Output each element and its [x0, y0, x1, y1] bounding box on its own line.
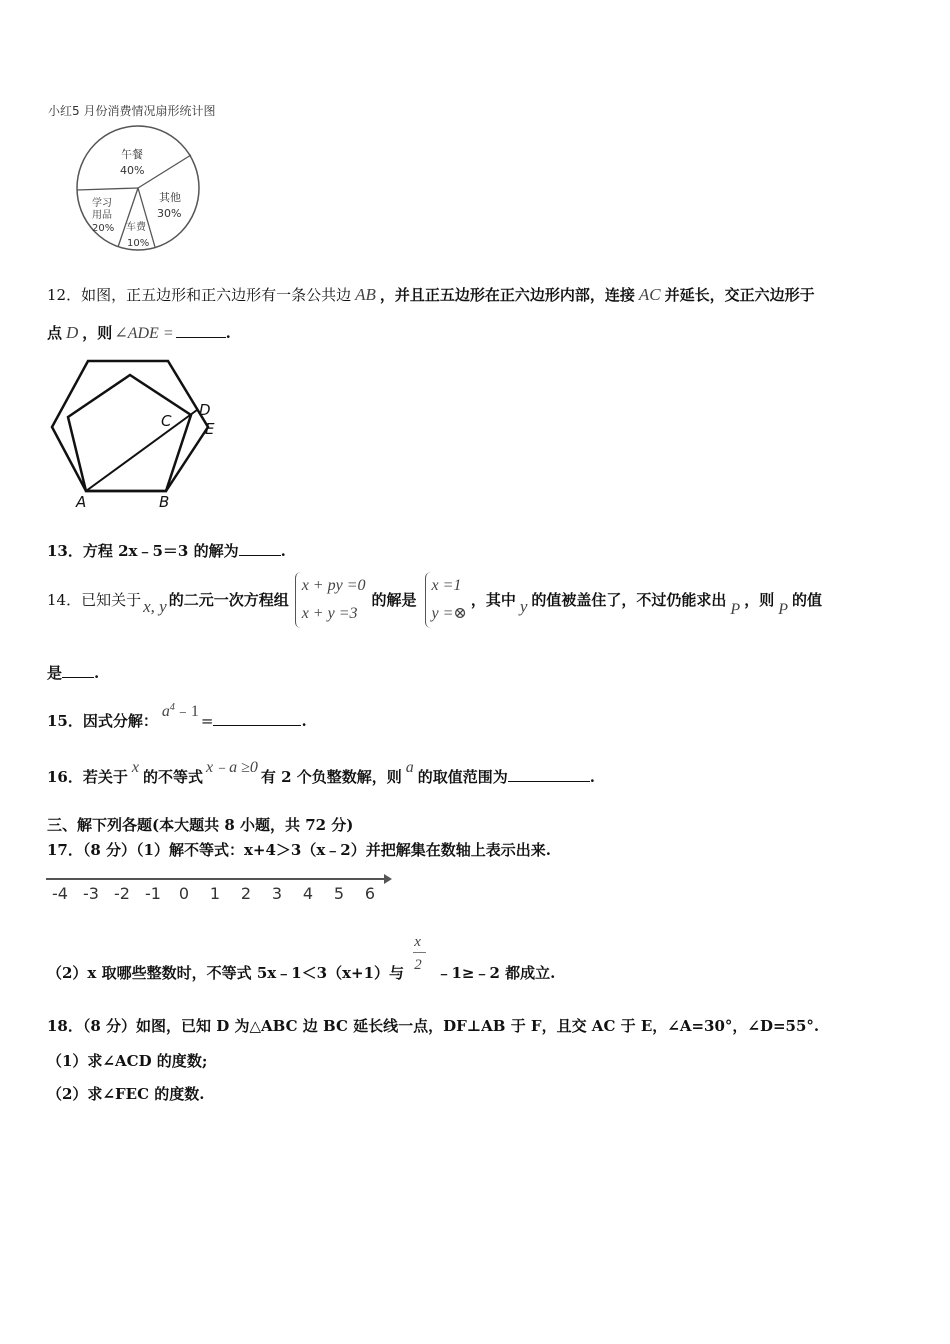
slice-label-study-1: 学习 — [92, 198, 112, 209]
slice-pct-fare: 10% — [127, 238, 150, 249]
q18-line1: 18．（8 分）如图，已知 D 为△ABC 边 BC 延长线一点，DF⊥AB 于 F，且交 AC 于 E，∠A=30°，∠D=55°. — [47, 1017, 820, 1035]
tick-label: 2 — [240, 884, 252, 903]
tick-label: -1 — [145, 884, 161, 903]
tick-label: -4 — [52, 884, 68, 903]
tick-label: 4 — [302, 884, 314, 903]
slice-label-fare: 车费 — [126, 222, 146, 233]
q17-fraction: $\frac{x}{2}$ — [413, 958, 427, 978]
q15-expr: $a^4﹣1$ — [161, 702, 199, 720]
q12-figure — [48, 355, 238, 515]
tick-label: 3 — [271, 884, 283, 903]
q14-system2: x =1 y =⊗ — [425, 572, 467, 628]
label-d: D — [199, 401, 211, 419]
tick-label: 1 — [209, 884, 221, 903]
tick-label: 5 — [333, 884, 345, 903]
q16: 16．若关于x的不等式x﹣a ≥0有 2 个负整数解，则a的取值范围为 . — [47, 759, 596, 786]
hexagon — [52, 361, 208, 491]
q14-line1: 14．已知关于 x, y 的二元一次方程组 x + py =0 x + y =3 的解是 x =1 y =⊗ ，其中 y 的值被盖住了，不过仍能求出 P ，则 P 的值 — [47, 570, 822, 630]
label-e: E — [205, 420, 215, 438]
slice-label-lunch: 午餐 — [121, 148, 143, 161]
pentagon — [68, 375, 191, 491]
slice-pct-other: 30% — [157, 207, 182, 220]
q15: 15．因式分解：$a^4﹣1=$ . — [47, 702, 307, 730]
q14-system1: x + py =0 x + y =3 — [295, 572, 366, 628]
q12-line1: 12．如图，正五边形和正六边形有一条公共边 AB ，并且正五边形在正六边形内部，连接 AC 并延长，交正六边形于 — [47, 285, 815, 304]
q16-answer-blank[interactable] — [508, 767, 590, 782]
q13-answer-blank[interactable] — [239, 541, 281, 556]
q16-ineq: x﹣a ≥0 — [206, 759, 258, 776]
q12-line2: 点 D ，则 ∠ADE = . — [47, 323, 231, 342]
pie-chart-figure — [48, 100, 248, 260]
q12-ab: AB — [355, 285, 376, 304]
slice-pct-lunch: 40% — [120, 164, 145, 177]
pie-chart-title: 小红5 月份消费情况扇形统计图 — [48, 104, 216, 118]
slice-label-study-2: 用品 — [92, 210, 112, 221]
q12-answer-blank[interactable] — [176, 323, 226, 338]
pie-divider-lunch-other — [138, 155, 191, 188]
tick-label: -2 — [114, 884, 130, 903]
q18-part2: （2）求∠FEC 的度数. — [47, 1085, 205, 1103]
q15-answer-blank[interactable] — [213, 711, 301, 726]
tick-label: -3 — [83, 884, 99, 903]
q17-line1: 17．（8 分）（1）解不等式：x+4＞3（x﹣2）并把解集在数轴上表示出来. — [47, 841, 551, 859]
q12-d: D — [66, 323, 79, 342]
number-line-arrow — [384, 874, 392, 884]
number-line-ticks — [52, 884, 375, 903]
section3-title: 三、解下列各题(本大题共 8 小题，共 72 分) — [47, 816, 354, 834]
tick-label: 0 — [178, 884, 190, 903]
q13: 13．方程 2x﹣5＝3 的解为 . — [47, 542, 286, 560]
label-c: C — [161, 412, 172, 430]
label-b: B — [159, 493, 170, 511]
q14-answer-blank[interactable] — [62, 663, 94, 678]
q14-line2: 是 . — [47, 664, 100, 682]
q12-ac: AC — [638, 285, 661, 304]
pie-chart-svg — [48, 100, 248, 260]
q12-angle: ∠ADE = — [114, 325, 174, 342]
q14-vars: x, y — [143, 597, 167, 616]
q17-part2: （2）x 取哪些整数时，不等式 5x﹣1＜3（x+1）与 $\frac{x}{2}$ ﹣1≥﹣2 都成立. — [47, 934, 556, 982]
q17-number-line — [44, 870, 404, 904]
pie-divider-study-lunch — [77, 188, 138, 190]
q18-part1: （1）求∠ACD 的度数; — [47, 1052, 208, 1070]
slice-label-other: 其他 — [159, 191, 181, 204]
label-a: A — [76, 493, 87, 511]
slice-pct-study: 20% — [92, 223, 115, 234]
tick-label: 6 — [364, 884, 376, 903]
